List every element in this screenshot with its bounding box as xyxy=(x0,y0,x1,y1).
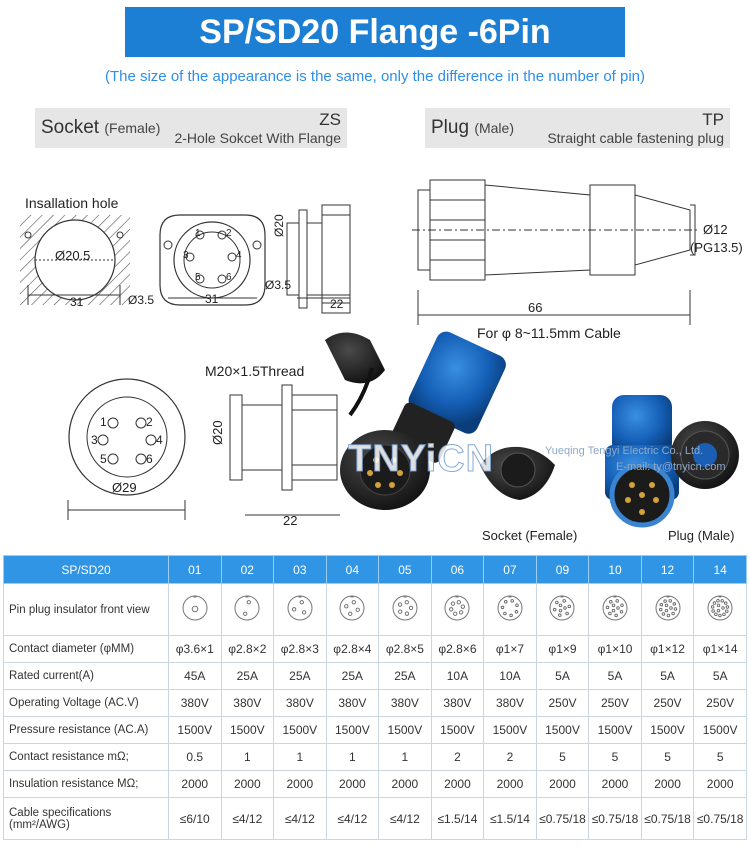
table-cell xyxy=(169,584,222,636)
table-header-col: 06 xyxy=(431,556,484,584)
company-watermark: Yueqing Tengyi Electric Co., Ltd. xyxy=(545,445,704,457)
pin-label-3b: 3 xyxy=(91,433,98,447)
dim-pg: (PG13.5) xyxy=(690,240,743,255)
install-hole-label: Insallation hole xyxy=(25,195,119,211)
socket-label: Socket (Female) xyxy=(41,117,161,138)
table-header-row xyxy=(4,556,747,584)
dim-12: Ø12 xyxy=(703,222,728,237)
table-cell: 250V xyxy=(641,690,694,717)
table-cell: ≤0.75/18 xyxy=(536,798,589,840)
pin-label-5a: 5 xyxy=(195,272,201,283)
table-cell: 5 xyxy=(694,744,747,771)
table-cell: 380V xyxy=(379,690,432,717)
table-cell xyxy=(641,584,694,636)
table-header-col: 09 xyxy=(536,556,589,584)
pin-layout-icon xyxy=(443,594,471,622)
table-header-col: 02 xyxy=(221,556,274,584)
dim-20-5: Ø20.5 xyxy=(55,248,91,263)
table-row xyxy=(4,636,747,663)
table-cell: ≤4/12 xyxy=(221,798,274,840)
dim-20-a: Ø20 xyxy=(272,214,286,237)
pin-label-6b: 6 xyxy=(146,452,153,466)
table-cell: 2000 xyxy=(536,771,589,798)
table-header-model: SP/SD20 xyxy=(4,556,169,584)
table-cell: φ1×10 xyxy=(589,636,642,663)
table-cell: 1500V xyxy=(326,717,379,744)
pin-layout-icon xyxy=(601,594,629,622)
pin-layout-icon xyxy=(338,594,366,622)
table-cell xyxy=(431,584,484,636)
table-row xyxy=(4,663,747,690)
dim-31-b: 31 xyxy=(205,292,219,306)
table-cell: 0.5 xyxy=(169,744,222,771)
table-cell: 5A xyxy=(694,663,747,690)
table-cell: ≤1.5/14 xyxy=(431,798,484,840)
pin-label-1b: 1 xyxy=(100,415,107,429)
table-cell: 2000 xyxy=(169,771,222,798)
socket-code: ZS xyxy=(319,110,341,129)
table-cell: 25A xyxy=(221,663,274,690)
table-cell: φ1×12 xyxy=(641,636,694,663)
table-header-col: 05 xyxy=(379,556,432,584)
pin-layout-icon xyxy=(181,594,209,622)
table-cell: 1500V xyxy=(221,717,274,744)
table-cell: 250V xyxy=(589,690,642,717)
table-cell: 250V xyxy=(694,690,747,717)
table-cell: φ1×14 xyxy=(694,636,747,663)
table-cell: 5A xyxy=(589,663,642,690)
table-cell: 5 xyxy=(536,744,589,771)
table-cell: 10A xyxy=(431,663,484,690)
table-cell: φ2.8×5 xyxy=(379,636,432,663)
table-cell: φ3.6×1 xyxy=(169,636,222,663)
row-label: Pressure resistance (AC.A) xyxy=(4,717,169,744)
pin-label-1a: 1 xyxy=(195,228,201,239)
pin-layout-icon xyxy=(654,594,682,622)
product-photo xyxy=(325,328,739,525)
table-cell: ≤0.75/18 xyxy=(641,798,694,840)
dim-3-5-a: Ø3.5 xyxy=(128,293,155,307)
dim-66: 66 xyxy=(528,300,543,315)
socket-label-box xyxy=(35,108,347,148)
table-cell: 2000 xyxy=(641,771,694,798)
table-cell: 2000 xyxy=(484,771,537,798)
row-label: Cable specifications (mm²/AWG) xyxy=(4,798,169,840)
table-cell: φ1×9 xyxy=(536,636,589,663)
table-cell: 1500V xyxy=(169,717,222,744)
pin-layout-icon xyxy=(706,594,734,622)
table-cell: 45A xyxy=(169,663,222,690)
table-header-col: 04 xyxy=(326,556,379,584)
table-cell: φ2.8×2 xyxy=(221,636,274,663)
table-cell: 2000 xyxy=(431,771,484,798)
table-cell: 1 xyxy=(221,744,274,771)
table-cell: 25A xyxy=(274,663,327,690)
table-row xyxy=(4,717,747,744)
pin-label-2a: 2 xyxy=(226,228,232,239)
page-title: SP/SD20 Flange -6Pin xyxy=(125,7,625,57)
plug-code: TP xyxy=(702,110,724,129)
pin-layout-icon xyxy=(548,594,576,622)
thread-label: M20×1.5Thread xyxy=(205,363,305,379)
table-cell xyxy=(221,584,274,636)
table-cell: ≤6/10 xyxy=(169,798,222,840)
plug-description: Straight cable fastening plug xyxy=(547,130,724,146)
table-cell: 1500V xyxy=(536,717,589,744)
dim-3-5-b: Ø3.5 xyxy=(265,278,292,292)
dim-22-a: 22 xyxy=(330,297,344,311)
pin-label-4a: 4 xyxy=(236,250,242,261)
table-cell xyxy=(326,584,379,636)
table-cell: ≤4/12 xyxy=(274,798,327,840)
table-cell: 380V xyxy=(221,690,274,717)
table-cell: ≤0.75/18 xyxy=(694,798,747,840)
table-cell: 1500V xyxy=(589,717,642,744)
spec-table xyxy=(3,555,747,840)
table-row xyxy=(4,798,747,840)
socket-caption: Socket (Female) xyxy=(482,528,578,543)
table-cell: 380V xyxy=(484,690,537,717)
table-header-col: 10 xyxy=(589,556,642,584)
table-cell: 1500V xyxy=(379,717,432,744)
table-cell: φ1×7 xyxy=(484,636,537,663)
row-label: Pin plug insulator front view xyxy=(4,584,169,636)
table-cell: φ2.8×6 xyxy=(431,636,484,663)
table-row xyxy=(4,744,747,771)
cable-note: For φ 8~11.5mm Cable xyxy=(477,325,621,341)
row-label: Operating Voltage (AC.V) xyxy=(4,690,169,717)
table-cell: 2000 xyxy=(326,771,379,798)
table-cell: 1 xyxy=(379,744,432,771)
table-cell: ≤4/12 xyxy=(379,798,432,840)
table-cell: 380V xyxy=(274,690,327,717)
table-cell: 25A xyxy=(326,663,379,690)
table-cell: 1500V xyxy=(431,717,484,744)
table-header-col: 12 xyxy=(641,556,694,584)
socket-front-large xyxy=(68,379,185,520)
dim-31-a: 31 xyxy=(70,295,84,309)
row-label: Rated current(A) xyxy=(4,663,169,690)
pin-label-2b: 2 xyxy=(146,415,153,429)
table-cell: φ2.8×4 xyxy=(326,636,379,663)
pin-layout-icon xyxy=(496,594,524,622)
row-label: Contact diameter (φMM) xyxy=(4,636,169,663)
table-cell: 5 xyxy=(641,744,694,771)
dim-29: Ø29 xyxy=(112,480,137,495)
dim-22-b: 22 xyxy=(283,513,298,528)
email-watermark: E-mail: ty@tnyicn.com xyxy=(616,461,726,473)
table-header-col: 14 xyxy=(694,556,747,584)
row-label: Contact resistance mΩ; xyxy=(4,744,169,771)
table-cell xyxy=(589,584,642,636)
table-cell: ≤1.5/14 xyxy=(484,798,537,840)
pin-label-6a: 6 xyxy=(226,272,232,283)
table-cell: 380V xyxy=(169,690,222,717)
table-cell xyxy=(379,584,432,636)
table-row xyxy=(4,771,747,798)
table-cell: 5A xyxy=(641,663,694,690)
table-header-col: 01 xyxy=(169,556,222,584)
table-cell: 2000 xyxy=(589,771,642,798)
table-cell: 25A xyxy=(379,663,432,690)
table-cell: 250V xyxy=(536,690,589,717)
plug-caption: Plug (Male) xyxy=(668,528,735,543)
table-cell: 1500V xyxy=(274,717,327,744)
table-cell: 5 xyxy=(589,744,642,771)
table-row xyxy=(4,584,747,636)
plug-label: Plug (Male) xyxy=(431,117,514,138)
table-cell xyxy=(274,584,327,636)
pin-layout-icon xyxy=(286,594,314,622)
socket-side-large xyxy=(230,385,340,515)
technical-drawing xyxy=(0,155,750,555)
table-cell: φ2.8×3 xyxy=(274,636,327,663)
plug-label-box xyxy=(425,108,730,148)
table-cell: 5A xyxy=(536,663,589,690)
table-cell: 2000 xyxy=(274,771,327,798)
pin-layout-icon xyxy=(391,594,419,622)
table-cell: 1 xyxy=(274,744,327,771)
table-cell: 1500V xyxy=(694,717,747,744)
table-cell: 380V xyxy=(431,690,484,717)
socket-description: 2-Hole Sokcet With Flange xyxy=(174,130,341,146)
table-cell: 10A xyxy=(484,663,537,690)
table-cell: 2000 xyxy=(694,771,747,798)
table-cell: 1500V xyxy=(484,717,537,744)
page-subtitle: (The size of the appearance is the same, only the difference in the number of pin) xyxy=(104,68,646,85)
plug-side-drawing xyxy=(412,180,700,325)
pin-label-3a: 3 xyxy=(183,250,189,261)
table-cell: 2000 xyxy=(379,771,432,798)
table-cell: 380V xyxy=(326,690,379,717)
table-row xyxy=(4,690,747,717)
table-header-col: 07 xyxy=(484,556,537,584)
table-cell: 2 xyxy=(431,744,484,771)
row-label: Insulation resistance MΩ; xyxy=(4,771,169,798)
table-body xyxy=(4,584,747,840)
pin-label-5b: 5 xyxy=(100,452,107,466)
table-cell: 2000 xyxy=(221,771,274,798)
table-cell: 1500V xyxy=(641,717,694,744)
table-cell xyxy=(484,584,537,636)
pin-label-4b: 4 xyxy=(156,433,163,447)
drawing-svg xyxy=(0,155,750,555)
table-cell: ≤4/12 xyxy=(326,798,379,840)
table-cell: ≤0.75/18 xyxy=(589,798,642,840)
table-cell xyxy=(694,584,747,636)
pin-layout-icon xyxy=(233,594,261,622)
dim-20-b: Ø20 xyxy=(210,420,225,445)
table-cell: 2 xyxy=(484,744,537,771)
table-cell xyxy=(536,584,589,636)
table-cell: 1 xyxy=(326,744,379,771)
brand-watermark: TNYiCN xyxy=(348,438,495,480)
table-header-col: 03 xyxy=(274,556,327,584)
